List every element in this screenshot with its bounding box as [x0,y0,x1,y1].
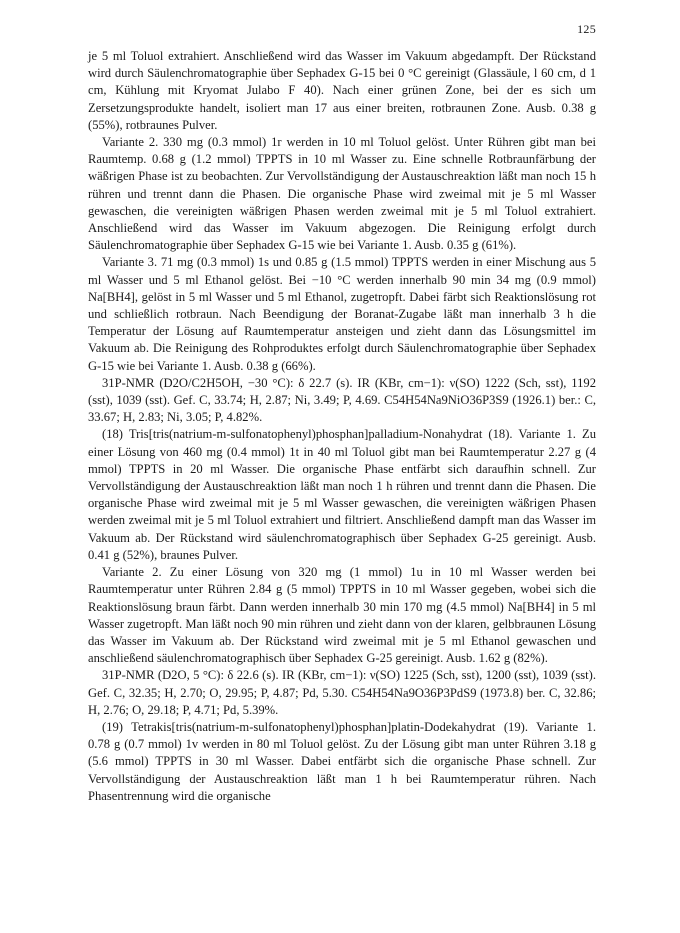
paragraph-7: 31P-NMR (D2O, 5 °C): δ 22.6 (s). IR (KBr, cm−1): ν(SO) 1225 (Sch, sst), 1200 (sst), 1039 (sst). Gef. C, 32.35; H, 2.70; O, 29.95; P, 4.87; Pd, 5.30. C54H54Na9O36P3PdS9 (1973.8) ber. C, 32.86; H, 2.76; O, 29.18; P, 4.71; Pd, 5.39%. [88,668,596,717]
paragraph-1: je 5 ml Toluol extrahiert. Anschließend wird das Wasser im Vakuum abgedampft. Der Rückstand wird durch Säulenchromatographie über Sephadex G-15 bei 0 °C gereinigt (Glassäule, l 60 cm, d 1 cm, Kühlung mit Kryomat Julabo F 40). Nach einer grünen Zone, bei der es sich um Zersetzungsprodukte handelt, isoliert man 17 aus einer breiten, rotbraunen Zone. Ausb. 0.38 g (55%), rotbraunes Pulver. [88,49,596,132]
paragraph-5: (18) Tris[tris(natrium-m-sulfonatophenyl)phosphan]palladium-Nonahydrat (18). Variante 1. Zu einer Lösung von 460 mg (0.4 mmol) 1t in 40 ml Toluol gibt man bei Raumtemperatur 2.27 g (4 mmol) TPPTS in 20 ml Wasser. Die organische Phase entfärbt sich daraufhin schnell. Zur Vervollständigung der Austauschreaktion läßt man noch 1 h rühren und trennt dann die Phasen. Die organische Phase wird zweimal mit je 5 ml Wasser gewaschen, die vereinigten wäßrigen Phasen werden zweimal mit je 5 ml Toluol extrahiert und filtriert. Anschließend dampft man das Wasser im Vakuum ab. Der Rückstand wird säulenchromatographisch über Sephadex G-25 gereinigt. Ausb. 0.41 g (52%), braunes Pulver. [88,427,596,562]
paragraph-2: Variante 2. 330 mg (0.3 mmol) 1r werden in 10 ml Toluol gelöst. Unter Rühren gibt man bei Raumtemp. 0.68 g (1.2 mmol) TPPTS in 10 ml Wasser zu. Eine schnelle Rotbraunfärbung der wäßrigen Phase ist zu beobachten. Zur Vervollständigung der Austauschreaktion läßt man noch 15 h rühren und trennt dann die Phasen. Die organische Phase wird zweimal mit je 5 ml Wasser gewaschen, die vereinigten wäßrigen Phasen werden zweimal mit je 5 ml Toluol extrahiert. Anschließend wird das Wasser im Vakuum abgezogen. Die Reinigung erfolgt durch Säulenchromatographie über Sephadex G-15 wie bei Variante 1. Ausb. 0.35 g (61%). [88,135,596,253]
paragraph-8: (19) Tetrakis[tris(natrium-m-sulfonatophenyl)phosphan]platin-Dodekahydrat (19). Variante 1. 0.78 g (0.7 mmol) 1v werden in 80 ml Toluol gelöst. Zu der Lösung gibt man unter Rühren 3.18 g (5.6 mmol) TPPTS in 30 ml Wasser. Dabei entfärbt sich die organische Phase schnell. Zur Vervollständigung der Austauschreaktion läßt man 1 h bei Raumtemperatur rühren. Nach Phasentrennung wird die organische [88,719,596,803]
paragraph-6: Variante 2. Zu einer Lösung von 320 mg (1 mmol) 1u in 10 ml Wasser werden bei Raumtemperatur unter Rühren 2.84 g (5 mmol) TPPTS in 10 ml Wasser gegeben, wobei sich die Reaktionslösung braun färbt. Dann werden innerhalb 30 min 170 mg (4.5 mmol) Na[BH4] in 5 ml Wasser zugetropft. Man läßt noch 90 min rühren und zieht dann von der klaren, gelbbraunen Lösung das Wasser im Vakuum ab. Der Rückstand wird zweimal mit je 5 ml Ethanol gewaschen und anschließend säulenchromatographisch über Sephadex G-25 gereinigt. Ausb. 1.62 g (82%). [88,565,596,666]
paragraph-3: Variante 3. 71 mg (0.3 mmol) 1s und 0.85 g (1.5 mmol) TPPTS werden in einer Mischung aus 5 ml Wasser und 5 ml Ethanol gelöst. Bei −10 °C werden innerhalb 90 min 34 mg (0.9 mmol) Na[BH4], gelöst in 5 ml Wasser und 5 ml Ethanol, zugetropft. Dabei färbt sich Reaktionslösung rot und schließlich rotbraun. Nach Beendigung der Boranat-Zugabe läßt man innerhalb 3 h die Temperatur der Lösung auf Raumtemperatur ansteigen und zieht dann das Lösungsmittel im Vakuum ab. Die Reinigung des Rohproduktes erfolgt durch Säulenchromatographie über Sephadex G-15 wie bei Variante 1. Ausb. 0.38 g (66%). [88,255,596,373]
page-number: 125 [577,22,596,36]
main-text [88,48,596,805]
paragraph-4: 31P-NMR (D2O/C2H5OH, −30 °C): δ 22.7 (s). IR (KBr, cm−1): ν(SO) 1222 (Sch, sst), 1192 (sst), 1039 (sst). Gef. C, 33.74; H, 2.87; Ni, 3.49; P, 4.69. C54H54Na9NiO36P3S9 (1926.1) ber.: C, 33.67; H, 2.83; Ni, 3.05; P, 4.82%. [88,375,596,425]
